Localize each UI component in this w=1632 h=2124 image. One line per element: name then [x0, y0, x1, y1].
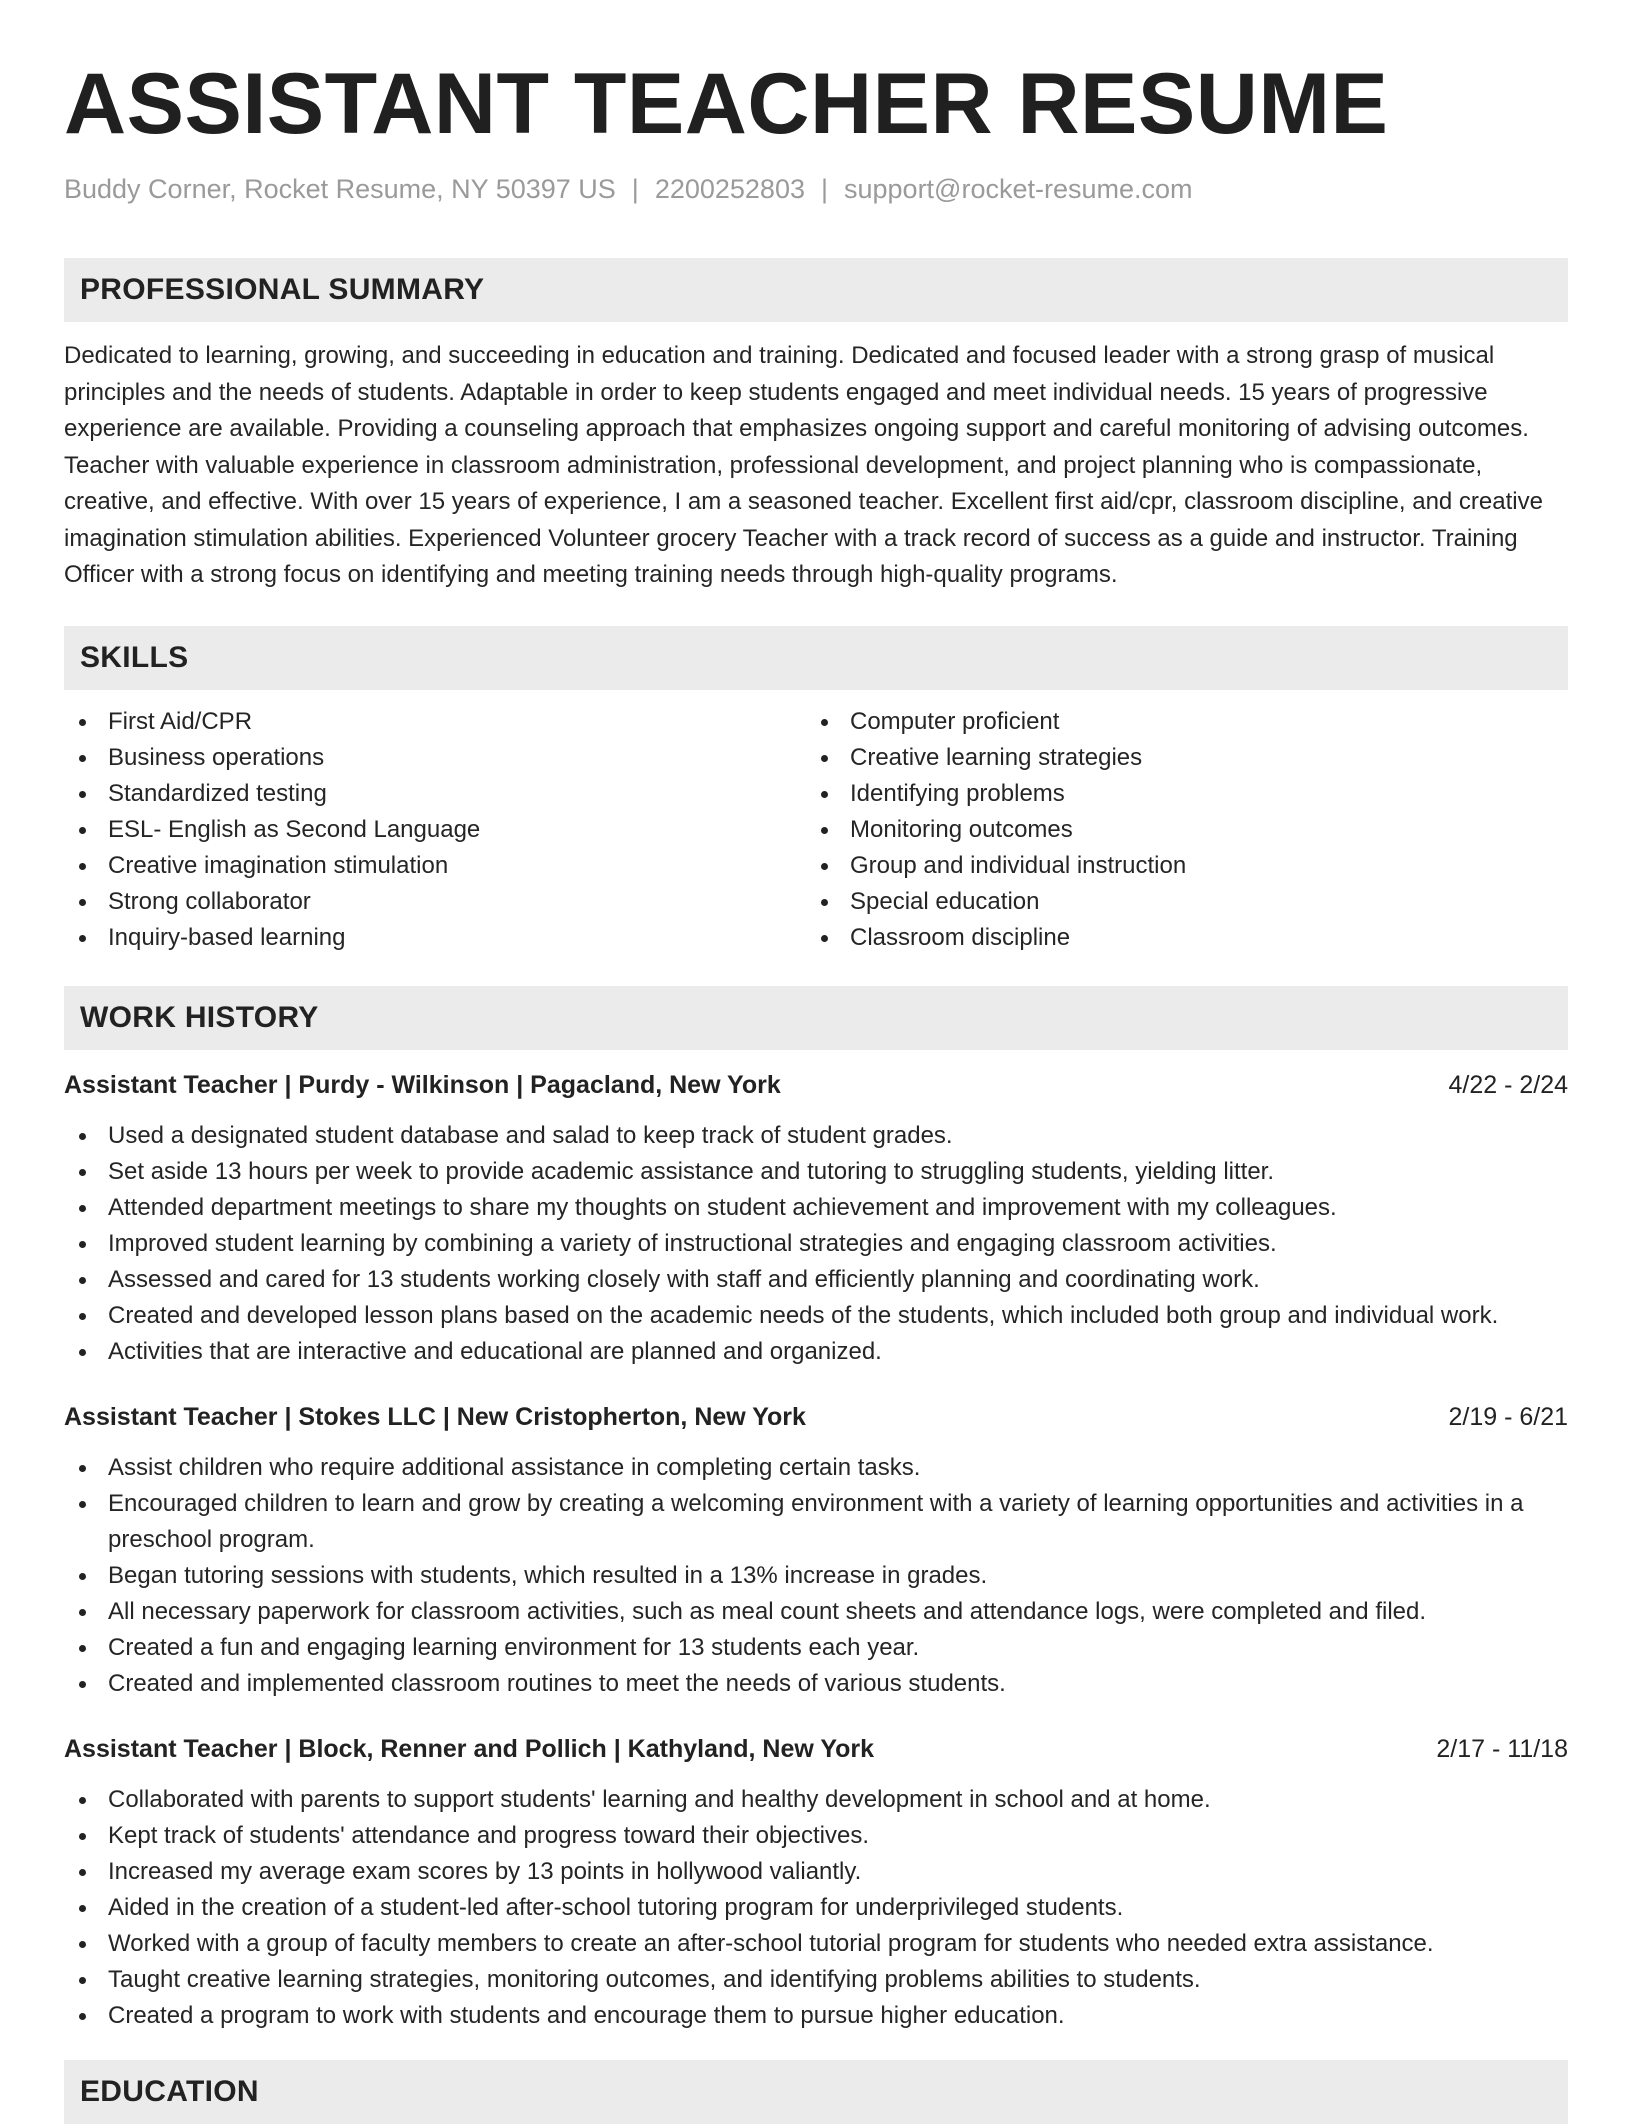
job-duty-item: Created and implemented classroom routines to meet the needs of various students. — [64, 1666, 1568, 1702]
job-duty-item: Kept track of students' attendance and progress toward their objectives. — [64, 1818, 1568, 1854]
job-heading-row — [64, 1400, 1568, 1434]
contact-phone: 2200252803 — [654, 174, 805, 204]
job-duty-item: Assist children who require additional assistance in completing certain tasks. — [64, 1450, 1568, 1486]
job-heading-row — [64, 1732, 1568, 1766]
job-duty-item: Improved student learning by combining a variety of instructional strategies and engaging classroom activities. — [64, 1226, 1568, 1262]
summary-heading: PROFESSIONAL SUMMARY — [64, 258, 1568, 322]
job-title: Assistant Teacher | Purdy - Wilkinson | Pagacland, New York — [64, 1070, 781, 1099]
contact-separator: | — [820, 174, 828, 204]
job-duty-item: Activities that are interactive and educational are planned and organized. — [64, 1334, 1568, 1370]
job-duty-item: Collaborated with parents to support students' learning and healthy development in school and at home. — [64, 1782, 1568, 1818]
job-duty-item: Worked with a group of faculty members to create an after-school tutorial program for students who needed extra assistance. — [64, 1926, 1568, 1962]
skills-heading: SKILLS — [64, 626, 1568, 690]
job-heading-row — [64, 1068, 1568, 1102]
contact-separator: | — [631, 174, 639, 204]
contact-address: Buddy Corner, Rocket Resume, NY 50397 US — [64, 174, 616, 204]
skill-item: ESL- English as Second Language — [64, 812, 806, 848]
education-heading: EDUCATION — [64, 2060, 1568, 2124]
job-duties-list — [64, 1118, 1568, 1370]
job-duty-item: Set aside 13 hours per week to provide academic assistance and tutoring to struggling students, yielding litter. — [64, 1154, 1568, 1190]
job-duty-item: Taught creative learning strategies, monitoring outcomes, and identifying problems abilities to students. — [64, 1962, 1568, 1998]
skill-item: Standardized testing — [64, 776, 806, 812]
job-duty-item: Attended department meetings to share my thoughts on student achievement and improvement with my colleagues. — [64, 1190, 1568, 1226]
skills-column-left — [64, 704, 806, 956]
contact-email: support@rocket-resume.com — [844, 174, 1193, 204]
job-dates: 2/19 - 6/21 — [1448, 1402, 1568, 1431]
job-duty-item: All necessary paperwork for classroom activities, such as meal count sheets and attendance logs, were completed and filed. — [64, 1594, 1568, 1630]
contact-line — [64, 172, 1568, 206]
skill-item: Classroom discipline — [806, 920, 1548, 956]
skill-item: Inquiry-based learning — [64, 920, 806, 956]
job-title: Assistant Teacher | Stokes LLC | New Cristopherton, New York — [64, 1402, 806, 1431]
skills-column-right — [806, 704, 1548, 956]
skills-grid — [64, 704, 1568, 956]
job-duty-item: Aided in the creation of a student-led after-school tutoring program for underprivileged students. — [64, 1890, 1568, 1926]
job-dates: 4/22 - 2/24 — [1448, 1070, 1568, 1099]
job-duty-item: Created a program to work with students and encourage them to pursue higher education. — [64, 1998, 1568, 2034]
job-duty-item: Created a fun and engaging learning environment for 13 students each year. — [64, 1630, 1568, 1666]
job-duty-item: Increased my average exam scores by 13 points in hollywood valiantly. — [64, 1854, 1568, 1890]
job-entry — [64, 1732, 1568, 2034]
skill-item: First Aid/CPR — [64, 704, 806, 740]
skill-item: Group and individual instruction — [806, 848, 1548, 884]
job-entry — [64, 1400, 1568, 1702]
job-duty-item: Encouraged children to learn and grow by creating a welcoming environment with a variety of learning opportunities and activities in a preschool program. — [64, 1486, 1568, 1558]
skill-item: Special education — [806, 884, 1548, 920]
resume-title: ASSISTANT TEACHER RESUME — [64, 56, 1389, 152]
job-dates: 2/17 - 11/18 — [1436, 1734, 1568, 1763]
job-duty-item: Created and developed lesson plans based on the academic needs of the students, which included both group and individual work. — [64, 1298, 1568, 1334]
job-duty-item: Assessed and cared for 13 students working closely with staff and efficiently planning and coordinating work. — [64, 1262, 1568, 1298]
job-duties-list — [64, 1450, 1568, 1702]
job-title: Assistant Teacher | Block, Renner and Pollich | Kathyland, New York — [64, 1734, 875, 1763]
skill-item: Creative learning strategies — [806, 740, 1548, 776]
job-duties-list — [64, 1782, 1568, 2034]
summary-text: Dedicated to learning, growing, and succeeding in education and training. Dedicated and focused leader with a strong grasp of musical principles and the needs of students. Adaptable in order to keep students engaged and meet individual needs. 15 years of progressive experience are available. Providing a counseling approach that emphasizes ongoing support and careful monitoring of advising outcomes. Teacher with valuable experience in classroom administration, professional development, and project planning who is compassionate, creative, and effective. With over 15 years of experience, I am a seasoned teacher. Excellent first aid/cpr, classroom discipline, and creative imagination stimulation abilities. Experienced Volunteer grocery Teacher with a track record of success as a guide and instructor. Training Officer with a strong focus on identifying and meeting training needs through high-quality programs. — [64, 342, 1543, 588]
skill-item: Business operations — [64, 740, 806, 776]
work-history-heading: WORK HISTORY — [64, 986, 1568, 1050]
job-duty-item: Began tutoring sessions with students, which resulted in a 13% increase in grades. — [64, 1558, 1568, 1594]
skill-item: Creative imagination stimulation — [64, 848, 806, 884]
skill-item: Strong collaborator — [64, 884, 806, 920]
skill-item: Computer proficient — [806, 704, 1548, 740]
job-duty-item: Used a designated student database and salad to keep track of student grades. — [64, 1118, 1568, 1154]
job-entry — [64, 1068, 1568, 1370]
skill-item: Identifying problems — [806, 776, 1548, 812]
skill-item: Monitoring outcomes — [806, 812, 1548, 848]
